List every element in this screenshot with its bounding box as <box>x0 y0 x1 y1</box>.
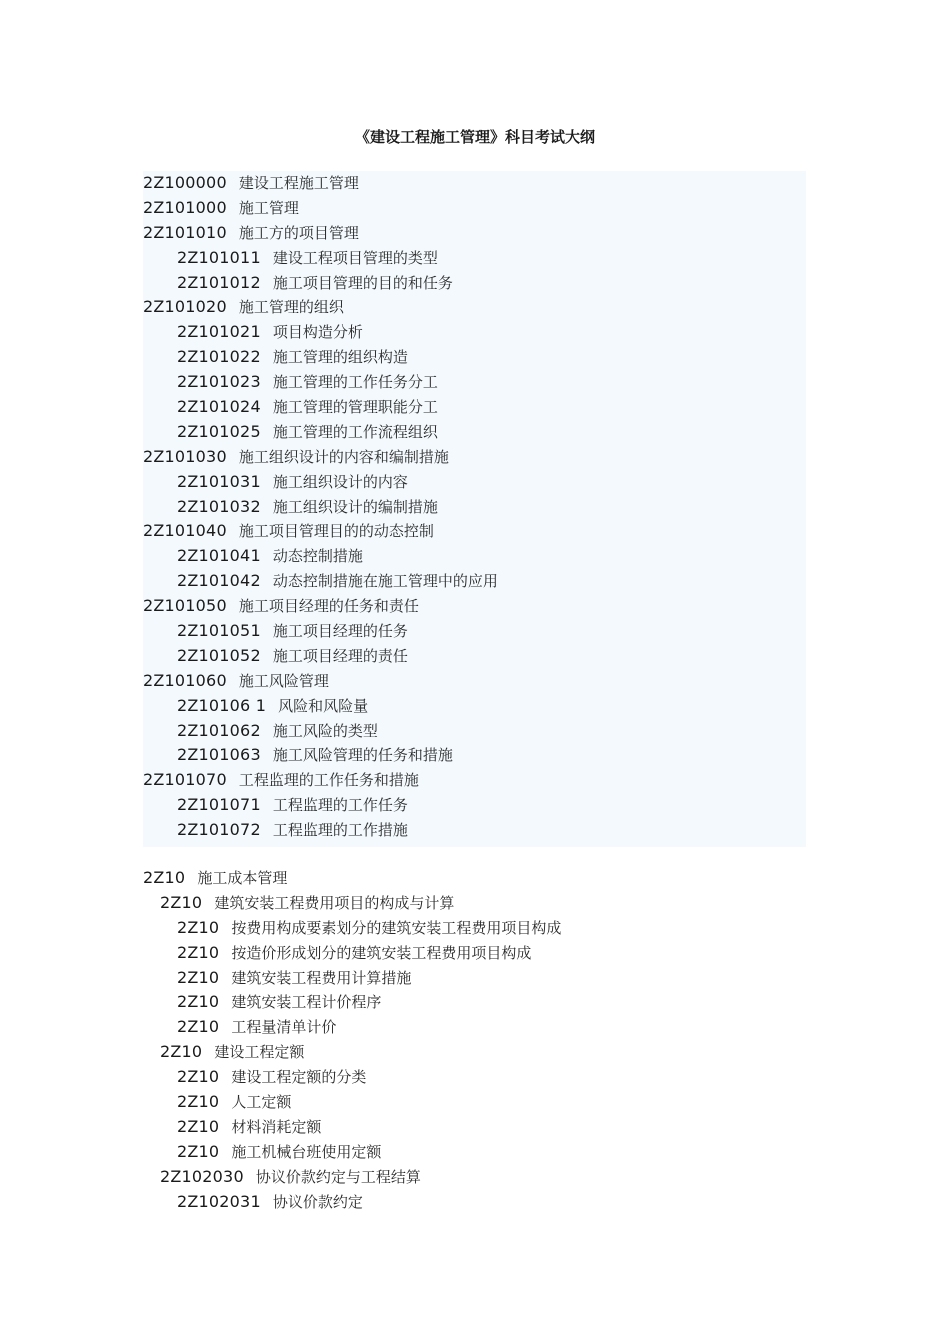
outline-code: 2Z101000 <box>143 197 227 217</box>
outline-label: 建筑安装工程费用计算措施 <box>231 968 412 987</box>
outline-code: 2Z10 <box>177 992 220 1012</box>
outline-entry <box>143 1040 806 1065</box>
outline-section-2 <box>143 866 806 1214</box>
outline-label: 施工组织设计的编制措施 <box>272 497 438 516</box>
outline-label: 施工管理的组织 <box>238 298 344 317</box>
outline-code: 2Z10 <box>177 942 220 962</box>
outline-code: 2Z101030 <box>143 446 227 466</box>
outline-code: 2Z101051 <box>177 621 261 641</box>
outline-code: 2Z101022 <box>177 347 261 367</box>
outline-label: 工程监理的工作任务 <box>272 796 408 815</box>
outline-entry <box>143 619 806 644</box>
outline-label: 施工管理 <box>238 198 299 217</box>
outline-entry <box>143 519 806 544</box>
outline-label: 协议价款约定 <box>272 1192 363 1211</box>
outline-code: 2Z10 <box>177 1116 220 1136</box>
outline-label: 协议价款约定与工程结算 <box>255 1167 421 1186</box>
outline-entry <box>143 246 806 271</box>
outline-label: 施工管理的组织构造 <box>272 348 408 367</box>
outline-code: 2Z10 <box>177 1067 220 1087</box>
outline-entry <box>143 793 806 818</box>
outline-code: 2Z101031 <box>177 471 261 491</box>
outline-entry <box>143 345 806 370</box>
outline-code: 2Z101024 <box>177 397 261 417</box>
outline-label: 风险和风险量 <box>278 696 369 715</box>
outline-label: 施工项目经理的责任 <box>272 646 408 665</box>
outline-code: 2Z101010 <box>143 222 227 242</box>
outline-entry <box>143 1115 806 1140</box>
outline-entry <box>143 370 806 395</box>
outline-code: 2Z101012 <box>177 272 261 292</box>
outline-label: 施工风险管理的任务和措施 <box>272 746 453 765</box>
outline-code: 2Z10 <box>177 917 220 937</box>
outline-entry <box>143 694 806 719</box>
outline-label: 建设工程定额的分类 <box>231 1068 367 1087</box>
outline-entry <box>143 818 806 843</box>
outline-code: 2Z102031 <box>177 1191 261 1211</box>
outline-entry <box>143 990 806 1015</box>
outline-section-1 <box>143 171 806 847</box>
outline-entry <box>143 495 806 520</box>
outline-label: 项目构造分析 <box>272 323 363 342</box>
outline-label: 施工组织设计的内容 <box>272 472 408 491</box>
outline-label: 动态控制措施在施工管理中的应用 <box>272 572 498 591</box>
outline-entry <box>143 470 806 495</box>
outline-label: 施工组织设计的内容和编制措施 <box>238 447 449 466</box>
outline-entry <box>143 445 806 470</box>
outline-entry <box>143 941 806 966</box>
outline-entry <box>143 569 806 594</box>
outline-label: 施工成本管理 <box>197 869 288 887</box>
outline-label: 工程量清单计价 <box>231 1018 337 1037</box>
outline-entry <box>143 320 806 345</box>
outline-code: 2Z101041 <box>177 546 261 566</box>
outline-entry <box>143 891 806 916</box>
outline-code: 2Z101011 <box>177 247 261 267</box>
outline-code: 2Z101020 <box>143 297 227 317</box>
outline-entry <box>143 719 806 744</box>
outline-code: 2Z101060 <box>143 670 227 690</box>
outline-entry <box>143 768 806 793</box>
outline-label: 施工方的项目管理 <box>238 223 359 242</box>
outline-entry <box>143 1140 806 1165</box>
outline-entry <box>143 916 806 941</box>
outline-label: 工程监理的工作任务和措施 <box>238 771 419 790</box>
outline-label: 建设工程施工管理 <box>238 174 359 192</box>
outline-code: 2Z10106 1 <box>177 695 267 715</box>
outline-entry <box>143 171 806 196</box>
outline-entry <box>143 1090 806 1115</box>
outline-code: 2Z101023 <box>177 372 261 392</box>
outline-label: 施工项目经理的任务和责任 <box>238 597 419 616</box>
outline-entry <box>143 271 806 296</box>
outline-code: 2Z101070 <box>143 770 227 790</box>
outline-code: 2Z10 <box>177 1141 220 1161</box>
outline-label: 施工机械台班使用定额 <box>231 1142 382 1161</box>
outline-label: 施工项目管理目的的动态控制 <box>238 522 434 541</box>
outline-entry <box>143 644 806 669</box>
outline-code: 2Z100000 <box>143 173 227 192</box>
outline-code: 2Z101025 <box>177 421 261 441</box>
outline-code: 2Z101042 <box>177 571 261 591</box>
outline-label: 施工管理的工作任务分工 <box>272 373 438 392</box>
outline-code: 2Z101072 <box>177 820 261 840</box>
outline-entry <box>143 669 806 694</box>
outline-entry <box>143 295 806 320</box>
outline-label: 施工项目管理的目的和任务 <box>272 273 453 292</box>
outline-code: 2Z10 <box>177 1017 220 1037</box>
outline-entry <box>143 420 806 445</box>
outline-label: 工程监理的工作措施 <box>272 821 408 840</box>
outline-label: 施工项目经理的任务 <box>272 622 408 641</box>
outline-entry <box>143 1015 806 1040</box>
outline-code: 2Z101032 <box>177 496 261 516</box>
outline-label: 建设工程定额 <box>214 1043 305 1062</box>
document-title: 《建设工程施工管理》科目考试大纲 <box>354 128 595 146</box>
outline-code: 2Z10 <box>160 1042 203 1062</box>
outline-code: 2Z10 <box>177 967 220 987</box>
outline-entry <box>143 1190 806 1215</box>
outline-label: 施工风险的类型 <box>272 721 378 740</box>
outline-entry <box>143 196 806 221</box>
outline-code: 2Z101063 <box>177 745 261 765</box>
outline-entry <box>143 544 806 569</box>
outline-label: 人工定额 <box>231 1093 292 1112</box>
outline-label: 建设工程项目管理的类型 <box>272 248 438 267</box>
outline-label: 材料消耗定额 <box>231 1117 322 1136</box>
outline-label: 建筑安装工程计价程序 <box>231 993 382 1012</box>
outline-label: 施工管理的工作流程组织 <box>272 422 438 441</box>
outline-code: 2Z10 <box>177 1092 220 1112</box>
outline-entry <box>143 1065 806 1090</box>
outline-entry <box>143 395 806 420</box>
outline-label: 按造价形成划分的建筑安装工程费用项目构成 <box>231 943 532 962</box>
outline-entry <box>143 1165 806 1190</box>
outline-entry <box>143 743 806 768</box>
outline-label: 施工风险管理 <box>238 671 329 690</box>
outline-label: 施工管理的管理职能分工 <box>272 398 438 417</box>
outline-code: 2Z101021 <box>177 322 261 342</box>
outline-code: 2Z101050 <box>143 596 227 616</box>
outline-code: 2Z10 <box>160 892 203 912</box>
outline-label: 按费用构成要素划分的建筑安装工程费用项目构成 <box>231 918 562 937</box>
outline-code: 2Z101071 <box>177 795 261 815</box>
outline-code: 2Z101040 <box>143 521 227 541</box>
outline-label: 建筑安装工程费用项目的构成与计算 <box>214 893 455 912</box>
outline-code: 2Z10 <box>143 868 186 887</box>
outline-code: 2Z102030 <box>160 1166 244 1186</box>
outline-entry <box>143 594 806 619</box>
outline-entry <box>143 966 806 991</box>
outline-code: 2Z101052 <box>177 645 261 665</box>
outline-label: 动态控制措施 <box>272 547 363 566</box>
outline-entry <box>143 221 806 246</box>
outline-entry <box>143 866 806 891</box>
outline-code: 2Z101062 <box>177 720 261 740</box>
